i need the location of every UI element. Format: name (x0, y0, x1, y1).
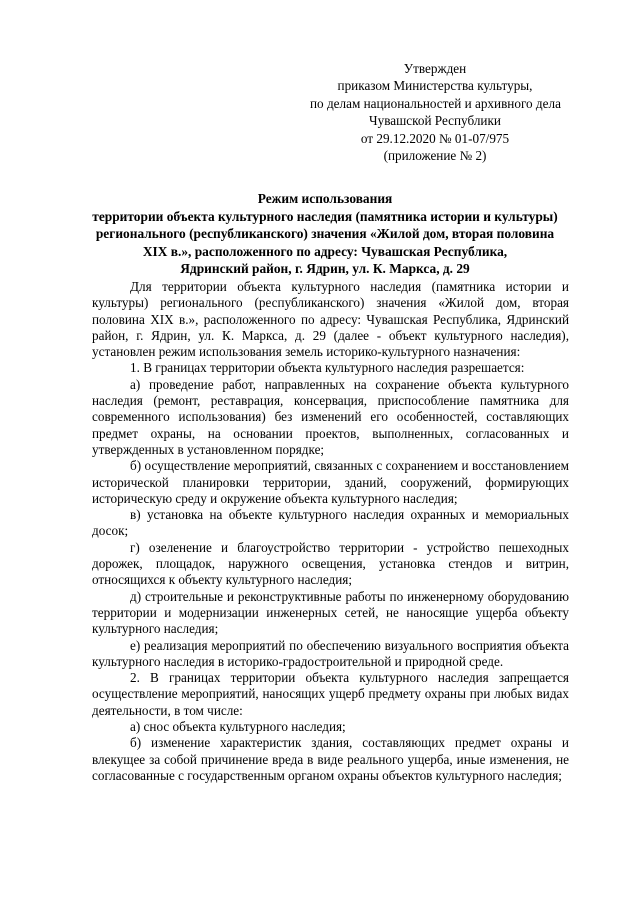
approval-line: (приложение № 2) (383, 148, 487, 164)
title-line: Ядринский район, г. Ядрин, ул. К. Маркса, д. 29 (180, 261, 470, 277)
body-paragraph: а) проведение работ, направленных на сохранение объекта культурного наследия (ремонт, реставрация, консервация, приспособление памятника для современного использования) без изменений его особенностей, составляющих предмет охраны, на основании проектов, выполненных, согласованных и утвержденных в установленном порядке; (92, 376, 569, 457)
body-paragraph: 1. В границах территории объекта культурного наследия разрешается: (130, 360, 525, 376)
document-body (92, 279, 569, 784)
approval-line: приказом Министерства культуры, (337, 78, 533, 94)
body-paragraph: Для территории объекта культурного наследия (памятника истории и культуры) регионального (республиканского) значения «Жилой дом, вторая половина XIX в.», расположенного по адресу: Чувашская Республика, Ядринский район, г. Ядрин, ул. К. Маркса, д. 29 (далее - объект культурного наследия), установлен режим использования земель историко-культурного назначения: (92, 279, 569, 360)
body-paragraph: в) установка на объекте культурного наследия охранных и мемориальных досок; (92, 507, 569, 539)
body-paragraph: б) изменение характеристик здания, составляющих предмет охраны и влекущее за собой причинение вреда в виде реального ущерба, иные изменения, не согласованные с государственным органом охраны объектов культурного наследия; (92, 735, 569, 783)
body-paragraph: б) осуществление мероприятий, связанных с сохранением и восстановлением исторической планировки территории, зданий, сооружений, формирующих историческую среду и окружение объекта культурного наследия; (92, 458, 569, 506)
title-line: регионального (республиканского) значения «Жилой дом, вторая половина (95, 226, 555, 242)
approval-stamp (310, 60, 560, 164)
approval-line: по делам национальностей и архивного дела (310, 95, 561, 111)
document-title (84, 190, 566, 278)
body-paragraph: 2. В границах территории объекта культурного наследия запрещается осуществление мероприятий, наносящих ущерб предмету охраны при любых видах деятельности, в том числе: (92, 670, 569, 718)
approval-line: Утвержден (403, 61, 467, 76)
approval-line: Чувашской Республики (369, 113, 501, 129)
body-paragraph: е) реализация мероприятий по обеспечению визуального восприятия объекта культурного наследия в историко-градостроительной и природной среде. (92, 637, 569, 669)
title-line: территории объекта культурного наследия (памятника истории и культуры) (92, 208, 558, 224)
body-paragraph: д) строительные и реконструктивные работы по инженерному оборудованию территории и модернизации инженерных сетей, не наносящие ущерба объекту культурного наследия; (92, 588, 569, 637)
approval-line: от 29.12.2020 № 01-07/975 (360, 130, 510, 146)
body-paragraph: а) снос объекта культурного наследия; (130, 719, 346, 735)
title-line: Режим использования (257, 191, 393, 206)
body-paragraph: г) озеленение и благоустройство территории - устройство пешеходных дорожек, площадок, наружного освещения, установка стендов и витрин, относящихся к объекту культурного наследия; (92, 539, 569, 588)
title-line: XIX в.», расположенного по адресу: Чувашская Республика, (142, 243, 508, 259)
